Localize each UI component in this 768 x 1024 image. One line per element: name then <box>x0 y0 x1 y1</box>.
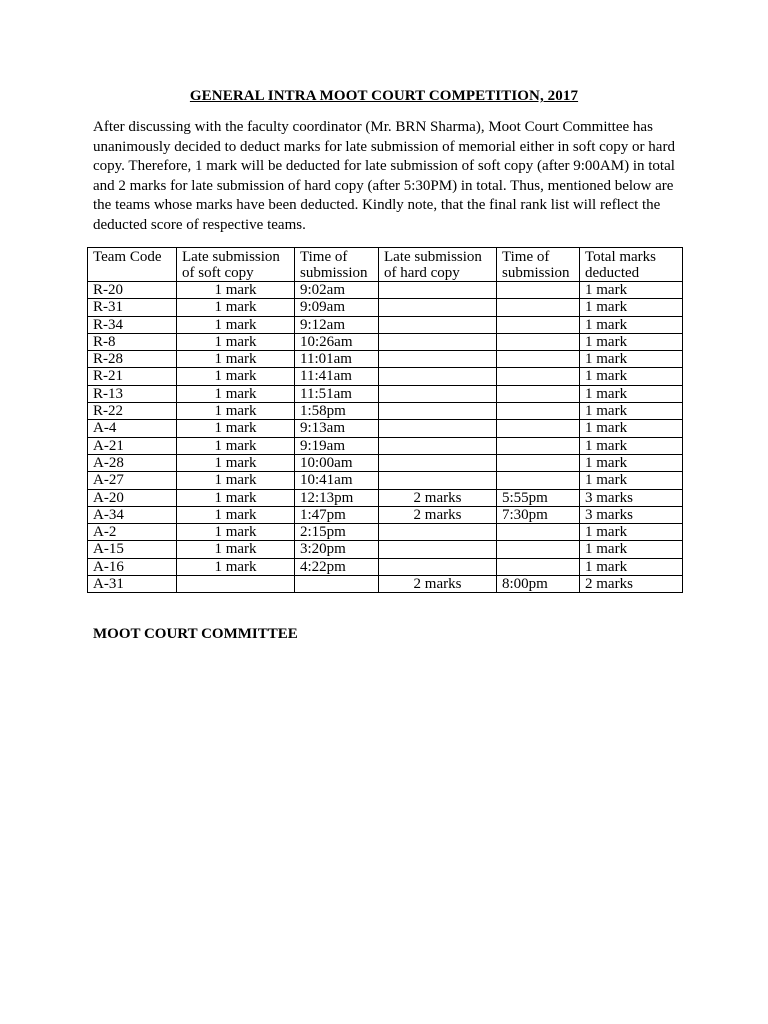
cell-total: 2 marks <box>580 576 683 593</box>
cell-team-code: A-20 <box>88 489 177 506</box>
header-late-soft-copy: Late submission of soft copy <box>177 248 295 282</box>
cell-team-code: A-2 <box>88 524 177 541</box>
signoff: MOOT COURT COMMITTEE <box>93 626 298 642</box>
cell-soft-copy: 1 mark <box>177 541 295 558</box>
cell-soft-time: 4:22pm <box>295 558 379 575</box>
cell-hard-time <box>497 541 580 558</box>
table-row <box>88 524 683 541</box>
table-row <box>88 333 683 350</box>
cell-soft-copy: 1 mark <box>177 420 295 437</box>
cell-hard-copy: 2 marks <box>379 576 497 593</box>
cell-total: 3 marks <box>580 506 683 523</box>
cell-hard-copy <box>379 282 497 299</box>
cell-team-code: A-31 <box>88 576 177 593</box>
header-late-hard-copy: Late submission of hard copy <box>379 248 497 282</box>
cell-soft-copy: 1 mark <box>177 524 295 541</box>
cell-hard-time: 8:00pm <box>497 576 580 593</box>
cell-hard-copy <box>379 299 497 316</box>
cell-total: 1 mark <box>580 368 683 385</box>
cell-total: 1 mark <box>580 541 683 558</box>
cell-total: 1 mark <box>580 420 683 437</box>
cell-soft-time <box>295 576 379 593</box>
cell-soft-copy: 1 mark <box>177 333 295 350</box>
table-row <box>88 558 683 575</box>
cell-soft-copy: 1 mark <box>177 558 295 575</box>
cell-hard-time <box>497 472 580 489</box>
table-row <box>88 472 683 489</box>
cell-hard-time <box>497 558 580 575</box>
cell-hard-copy <box>379 420 497 437</box>
cell-soft-time: 9:13am <box>295 420 379 437</box>
cell-team-code: R-22 <box>88 403 177 420</box>
cell-team-code: R-13 <box>88 385 177 402</box>
cell-soft-time: 1:58pm <box>295 403 379 420</box>
table-row <box>88 403 683 420</box>
header-team-code: Team Code <box>88 248 177 282</box>
table-row <box>88 437 683 454</box>
table-row <box>88 299 683 316</box>
table-row <box>88 282 683 299</box>
deductions-table <box>87 247 683 593</box>
cell-team-code: R-28 <box>88 351 177 368</box>
cell-soft-copy: 1 mark <box>177 368 295 385</box>
cell-hard-time <box>497 351 580 368</box>
cell-total: 1 mark <box>580 403 683 420</box>
table-row <box>88 506 683 523</box>
cell-soft-copy: 1 mark <box>177 437 295 454</box>
cell-hard-time: 5:55pm <box>497 489 580 506</box>
cell-hard-copy <box>379 541 497 558</box>
cell-hard-time <box>497 454 580 471</box>
cell-hard-copy <box>379 316 497 333</box>
cell-hard-time <box>497 437 580 454</box>
cell-total: 1 mark <box>580 385 683 402</box>
cell-total: 1 mark <box>580 333 683 350</box>
cell-hard-time <box>497 282 580 299</box>
header-soft-time: Time of submission <box>295 248 379 282</box>
cell-hard-time: 7:30pm <box>497 506 580 523</box>
cell-soft-copy: 1 mark <box>177 403 295 420</box>
table-row <box>88 454 683 471</box>
cell-hard-time <box>497 403 580 420</box>
header-hard-time: Time of submission <box>497 248 580 282</box>
cell-hard-copy <box>379 472 497 489</box>
cell-hard-copy <box>379 333 497 350</box>
cell-soft-copy: 1 mark <box>177 299 295 316</box>
table-row <box>88 368 683 385</box>
cell-total: 1 mark <box>580 351 683 368</box>
cell-hard-time <box>497 420 580 437</box>
cell-hard-time <box>497 524 580 541</box>
cell-soft-time: 12:13pm <box>295 489 379 506</box>
cell-soft-time: 11:41am <box>295 368 379 385</box>
cell-team-code: A-16 <box>88 558 177 575</box>
cell-hard-copy: 2 marks <box>379 489 497 506</box>
cell-hard-copy <box>379 524 497 541</box>
cell-soft-time: 10:00am <box>295 454 379 471</box>
intro-paragraph: After discussing with the faculty coordinator (Mr. BRN Sharma), Moot Court Committee has unanimously decided to deduct marks for late submission of memorial either in soft copy or hard copy. Therefore, 1 mark will be deducted for late submission of soft copy (after 9:00AM) in total and 2 marks for late submission of hard copy (after 5:30PM) in total. Thus, mentioned below are the teams whose marks have been deducted. Kindly note, that the final rank list will reflect the deducted score of respective teams. <box>93 119 675 233</box>
cell-soft-copy: 1 mark <box>177 454 295 471</box>
cell-total: 1 mark <box>580 558 683 575</box>
cell-soft-copy <box>177 576 295 593</box>
cell-hard-time <box>497 333 580 350</box>
table-row <box>88 385 683 402</box>
cell-soft-time: 11:01am <box>295 351 379 368</box>
cell-hard-copy <box>379 385 497 402</box>
cell-soft-time: 9:12am <box>295 316 379 333</box>
cell-hard-copy: 2 marks <box>379 506 497 523</box>
cell-total: 1 mark <box>580 316 683 333</box>
cell-total: 1 mark <box>580 472 683 489</box>
cell-soft-copy: 1 mark <box>177 385 295 402</box>
cell-soft-copy: 1 mark <box>177 282 295 299</box>
cell-team-code: A-27 <box>88 472 177 489</box>
cell-total: 1 mark <box>580 454 683 471</box>
cell-total: 1 mark <box>580 524 683 541</box>
cell-team-code: R-31 <box>88 299 177 316</box>
cell-hard-copy <box>379 403 497 420</box>
cell-hard-time <box>497 299 580 316</box>
cell-soft-copy: 1 mark <box>177 506 295 523</box>
cell-total: 1 mark <box>580 437 683 454</box>
cell-hard-time <box>497 316 580 333</box>
cell-team-code: R-20 <box>88 282 177 299</box>
table-row <box>88 489 683 506</box>
cell-hard-copy <box>379 558 497 575</box>
table-body <box>88 282 683 593</box>
cell-soft-time: 1:47pm <box>295 506 379 523</box>
cell-soft-time: 9:09am <box>295 299 379 316</box>
cell-soft-time: 10:41am <box>295 472 379 489</box>
document-title: GENERAL INTRA MOOT COURT COMPETITION, 2017 <box>189 88 579 104</box>
cell-soft-copy: 1 mark <box>177 316 295 333</box>
cell-soft-time: 9:02am <box>295 282 379 299</box>
cell-soft-copy: 1 mark <box>177 489 295 506</box>
cell-soft-copy: 1 mark <box>177 351 295 368</box>
cell-total: 1 mark <box>580 299 683 316</box>
table-header-row <box>88 248 683 282</box>
cell-soft-time: 9:19am <box>295 437 379 454</box>
cell-team-code: A-15 <box>88 541 177 558</box>
cell-total: 3 marks <box>580 489 683 506</box>
cell-team-code: A-4 <box>88 420 177 437</box>
cell-hard-time <box>497 385 580 402</box>
cell-soft-time: 11:51am <box>295 385 379 402</box>
table-row <box>88 316 683 333</box>
cell-team-code: R-8 <box>88 333 177 350</box>
table-row <box>88 541 683 558</box>
cell-team-code: A-28 <box>88 454 177 471</box>
cell-soft-time: 2:15pm <box>295 524 379 541</box>
cell-team-code: A-21 <box>88 437 177 454</box>
cell-team-code: A-34 <box>88 506 177 523</box>
cell-soft-time: 10:26am <box>295 333 379 350</box>
cell-hard-time <box>497 368 580 385</box>
cell-hard-copy <box>379 437 497 454</box>
table-row <box>88 576 683 593</box>
table-row <box>88 420 683 437</box>
table-row <box>88 351 683 368</box>
cell-total: 1 mark <box>580 282 683 299</box>
cell-hard-copy <box>379 368 497 385</box>
cell-hard-copy <box>379 351 497 368</box>
cell-team-code: R-34 <box>88 316 177 333</box>
cell-hard-copy <box>379 454 497 471</box>
cell-team-code: R-21 <box>88 368 177 385</box>
cell-soft-time: 3:20pm <box>295 541 379 558</box>
header-total-deducted: Total marks deducted <box>580 248 683 282</box>
cell-soft-copy: 1 mark <box>177 472 295 489</box>
